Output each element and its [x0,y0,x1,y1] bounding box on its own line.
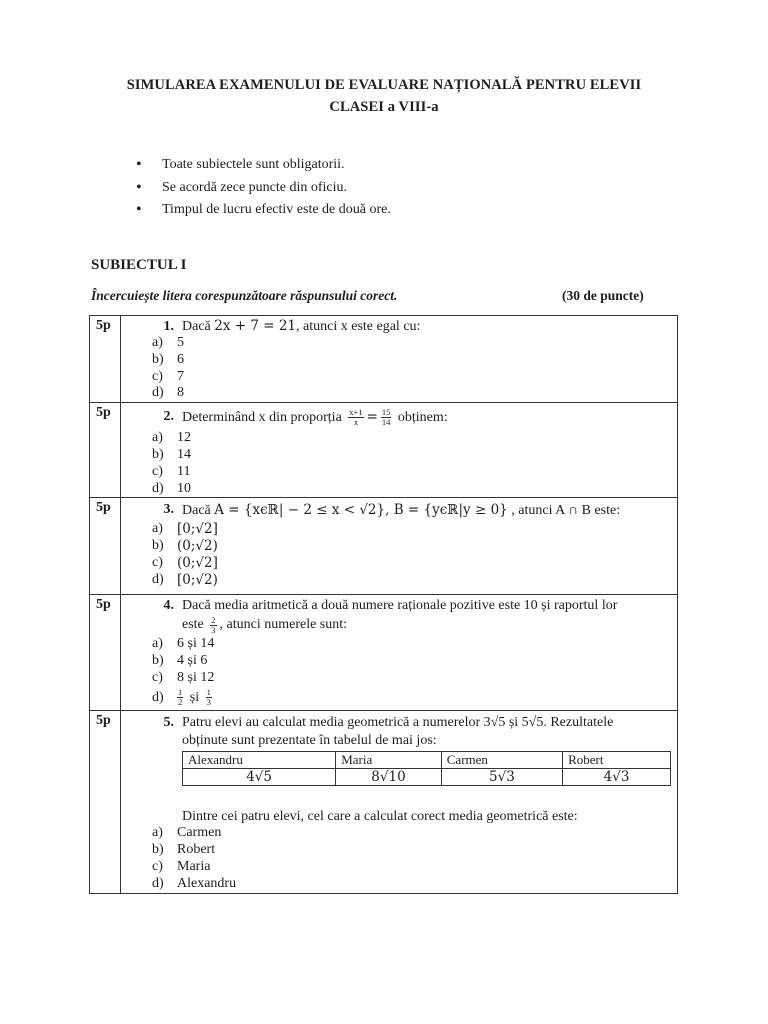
answer-option[interactable]: c) Maria [152,858,211,874]
question-text: Determinând x din proporția $\frac{x+1}{x}$ = $\frac{15}{14}$ obținem: [182,407,448,428]
answer-option[interactable]: c) 11 [152,463,191,479]
question-body [121,711,678,893]
answer-option[interactable]: c) (0;√2] [152,554,218,571]
student-name: Alexandru [183,752,336,769]
question-text: Dacă media aritmetică a două numere raționale pozitive este 10 și raportul lor [182,598,618,614]
equation: A = {xϵℝ| − 2 ≤ x < √2}, B = {yϵℝ|y ≥ 0} [214,502,508,519]
title-line-1: SIMULAREA EXAMENULUI DE EVALUARE NAȚIONALĂ PENTRU ELEVII [126,77,642,93]
answer-option[interactable]: b) (0;√2) [152,538,218,555]
section-points: (30 de puncte) [562,288,644,303]
student-result: 5√3 [441,769,562,786]
answer-option[interactable]: a) 5 [152,335,184,350]
question-body [121,403,678,498]
equation: 2x + 7 = 21 [214,318,297,334]
question-body [121,595,678,711]
questions-table [89,315,678,894]
fraction: $\frac{1}{3}$ [206,687,211,708]
student-name: Carmen [441,752,562,769]
question-row-4 [90,595,678,711]
question-row-2 [90,403,678,498]
question-text: Dacă A = {xϵℝ| − 2 ≤ x < √2}, B = {yϵℝ|y ≥ 0} , atunci A ∩ B este: [182,502,621,519]
question-text: Dacă 2x + 7 = 21, atunci x este egal cu: [182,318,421,334]
question-row-5 [90,711,678,893]
question-number: 4. [163,598,174,614]
question-number: 2. [163,409,174,425]
question-text-cont: obținute sunt prezentate în tabelul de mai jos: [182,733,437,749]
exam-rules-list [136,154,391,222]
title-line-2: CLASEI a VIII-a [329,99,439,115]
question-row-1 [90,316,678,403]
answer-option[interactable]: d) 10 [152,480,191,496]
answer-option[interactable]: d) 8 [152,385,184,401]
student-result: 8√10 [336,769,442,786]
question-number: 5. [163,715,174,731]
question-points: 5p [90,711,121,893]
fraction: $\frac{2}{3}$ [211,614,216,635]
answer-option[interactable]: b) 6 [152,351,184,367]
question-points: 5p [90,595,121,711]
fraction: $\frac{1}{2}$ [178,687,183,708]
answer-option[interactable]: b) 4 și 6 [152,653,208,669]
answer-option[interactable]: d) [0;√2) [152,571,218,588]
answer-option[interactable]: a) Carmen [152,825,222,841]
answer-option[interactable]: d) Alexandru [152,875,237,891]
answer-option[interactable]: d) $\frac{1}{2}$ și $\frac{1}{3}$ [152,687,211,708]
fraction: $\frac{x+1}{x}$ [349,407,363,428]
question-body [121,316,678,403]
rule-item: • Toate subiectele sunt obligatorii. [136,154,391,177]
results-value-row [183,769,671,786]
question-text-cont: Dintre cei patru elevi, cel care a calculat corect media geometrică este: [182,809,578,825]
answer-option[interactable]: b) 14 [152,446,191,462]
student-result: 4√3 [563,769,671,786]
answer-option[interactable]: c) 8 și 12 [152,669,215,685]
section-instruction: Încercuiește litera corespunzătoare răspunsului corect. [91,288,398,303]
question-row-3 [90,498,678,595]
question-number: 3. [163,502,174,518]
student-result: 4√5 [183,769,336,786]
student-name: Robert [563,752,671,769]
section-title: SUBIECTUL I [91,257,187,273]
question-text-cont: este $\frac{2}{3}$ , atunci numerele sunt: [182,614,348,635]
answer-option[interactable]: b) Robert [152,842,216,858]
question-body [121,498,678,595]
question-points: 5p [90,498,121,595]
question-text: Patru elevi au calculat media geometrică a numerelor 3√5 și 5√5. Rezultatele [182,715,614,731]
answer-option[interactable]: a) [0;√2] [152,521,218,538]
rule-item: • Se acordă zece puncte din oficiu. [136,177,391,200]
page-title [0,74,768,118]
rule-item: • Timpul de lucru efectiv este de două ore. [136,199,391,222]
answer-option[interactable]: c) 7 [152,368,184,384]
answer-option[interactable]: a) 12 [152,430,191,446]
question-number: 1. [163,319,174,334]
fraction: $\frac{15}{14}$ [381,407,391,428]
question-points: 5p [90,316,121,403]
question-points: 5p [90,403,121,498]
results-header-row [183,752,671,769]
student-name: Maria [336,752,442,769]
answer-option[interactable]: a) 6 și 14 [152,636,215,652]
results-table [182,751,671,786]
